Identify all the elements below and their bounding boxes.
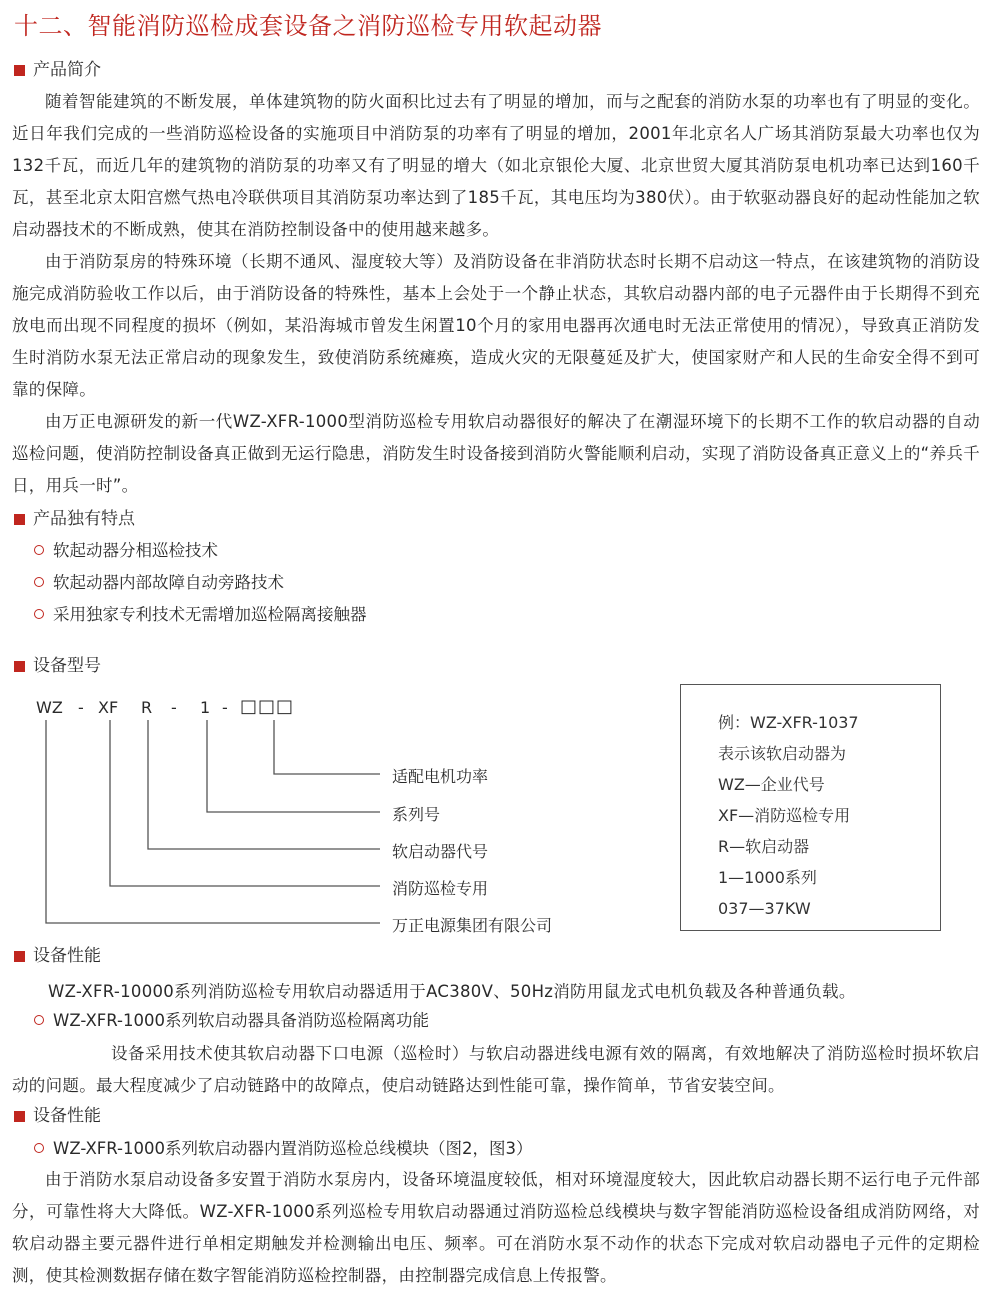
model-example-box (680, 684, 941, 931)
code-part-wz: WZ (36, 698, 63, 717)
code-part-boxes: □□□ (240, 696, 295, 717)
section-heading-text: 设备性能 (33, 1106, 101, 1126)
circle-bullet-icon (34, 1143, 44, 1153)
performance-bullet (34, 1133, 533, 1165)
square-bullet-icon (14, 951, 25, 962)
performance-bullet (34, 1005, 429, 1037)
performance-paragraph-2: 由于消防水泵启动设备多安置于消防水泵房内，设备环境温度较低，相对环境湿度较大，因此软启动器长期不运行电子元件部分，可靠性将大大降低。WZ-XFR-1000系列巡检专用软启动器通过消防巡检总线模块与数字智能消防巡检设备组成消防网络，对软启动器主要元器件进行单相定期触发并检测输出电压、频率。可在消防水泵不动作的状态下完成对软启动器电子元件的定期检测，使其检测数据存储在数字智能消防巡检控制器，由控制器完成信息上传报警。 (12, 1170, 980, 1285)
code-part-r: R (141, 698, 153, 717)
feature-item-text: 软起动器分相巡检技术 (53, 541, 218, 560)
performance-bullet-text: WZ-XFR-1000系列软启动器具备消防巡检隔离功能 (53, 1011, 429, 1030)
feature-item-text: 软起动器内部故障自动旁路技术 (53, 573, 284, 592)
code-part-xf: XF (98, 698, 119, 717)
model-label: 系列号 (392, 805, 441, 824)
section-heading-performance (14, 944, 101, 968)
intro-paragraph-1: 随着智能建筑的不断发展，单体建筑物的防火面积比过去有了明显的增加，而与之配套的消防水泵的功率也有了明显的变化。近日年我们完成的一些消防巡检设备的实施项目中消防泵的功率有了明显的增加，2001年北京名人广场其消防泵最大功率也仅为132千瓦，而近几年的建筑物的消防泵的功率又有了明显的增大（如北京银伦大厦、北京世贸大厦其消防泵电机功率已达到160千瓦，甚至北京太阳宫燃气热电冷联供项目其消防泵功率达到了185千瓦，其电压均为380伏）。由于软驱动器良好的起动性能加之软启动器技术的不断成熟，使其在消防控制设备中的使用越来越多。 (12, 92, 980, 239)
section-heading-performance-2 (14, 1104, 101, 1128)
square-bullet-icon (14, 1111, 25, 1122)
model-diagram-lines (0, 0, 600, 960)
performance-line: WZ-XFR-10000系列消防巡检专用软启动器适用于AC380V、50Hz消防用鼠龙式电机负载及各种普通负载。 (48, 982, 856, 1001)
example-line: R—软启动器 (718, 837, 810, 856)
section-heading-text: 产品独有特点 (33, 509, 135, 529)
model-label: 适配电机功率 (392, 767, 489, 786)
code-part-dash: - (222, 698, 228, 717)
circle-bullet-icon (34, 1015, 44, 1025)
model-label: 消防巡检专用 (392, 879, 489, 898)
example-line: XF—消防巡检专用 (718, 806, 851, 825)
section-heading-text: 产品简介 (33, 60, 101, 80)
intro-paragraph-3: 由万正电源研发的新一代WZ-XFR-1000型消防巡检专用软启动器很好的解决了在潮湿环境下的长期不工作的软启动器的自动巡检问题，使消防控制设备真正做到无运行隐患，消防发生时设备接到消防火警能顺利启动，实现了消防设备真正意义上的“养兵千日，用兵一时”。 (12, 412, 980, 495)
example-line: 例：WZ-XFR-1037 (718, 713, 859, 732)
intro-paragraph-2: 由于消防泵房的特殊环境（长期不通风、湿度较大等）及消防设备在非消防状态时长期不启动这一特点，在该建筑物的消防设施完成消防验收工作以后，由于消防设备的特殊性，基本上会处于一个静止状态，其软启动器内部的电子元器件由于长期得不到充放电而出现不同程度的损坏（例如，某沿海城市曾发生闲置10个月的家用电器再次通电时无法正常使用的情况），导致真正消防发生时消防水泵无法正常启动的现象发生，致使消防系统瘫痪，造成火灾的无限蔓延及扩大，使国家财产和人民的生命安全得不到可靠的保障。 (12, 252, 980, 399)
example-line: 037—37KW (718, 899, 811, 918)
code-part-dash: - (171, 698, 177, 717)
section-heading-text: 设备性能 (33, 946, 101, 966)
model-label: 万正电源集团有限公司 (392, 916, 553, 935)
example-line: 1—1000系列 (718, 868, 817, 887)
example-line: 表示该软启动器为 (718, 744, 847, 763)
performance-bullet-text: WZ-XFR-1000系列软启动器内置消防巡检总线模块（图2，图3） (53, 1139, 533, 1158)
example-line: WZ—企业代号 (718, 775, 825, 794)
code-part-dash: - (78, 698, 84, 717)
feature-item-text: 采用独家专利技术无需增加巡检隔离接触器 (53, 605, 367, 624)
performance-paragraph: 设备采用技术使其软启动器下口电源（巡检时）与软启动器进线电源有效的隔离，有效地解决了消防巡检时损坏软启动的问题。最大程度减少了启动链路中的故障点，使启动链路达到性能可靠，操作简单，节省安装空间。 (12, 1044, 980, 1095)
code-part-series: 1 (200, 698, 211, 717)
page-title: 十二、智能消防巡检成套设备之消防巡检专用软起动器 (14, 12, 602, 40)
section-heading-text: 设备型号 (33, 656, 101, 676)
model-label: 软启动器代号 (392, 842, 489, 861)
